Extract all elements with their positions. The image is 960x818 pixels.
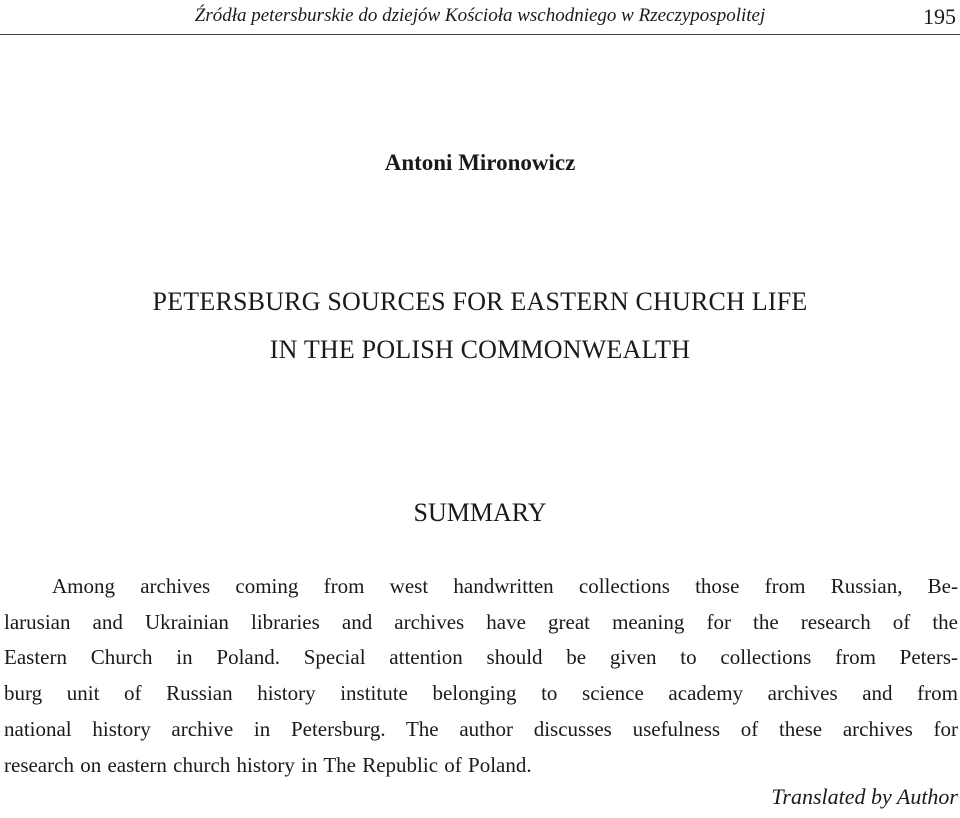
article-title-line-2: IN THE POLISH COMMONWEALTH: [269, 335, 691, 364]
summary-heading: SUMMARY: [413, 498, 547, 527]
summary-line: national history archive in Petersburg. The author discusses usefulness of these archives for: [4, 716, 958, 741]
summary-line: research on eastern church history in The Republic of Poland.: [4, 752, 532, 777]
summary-line: burg unit of Russian history institute belonging to science academy archives and from: [4, 681, 958, 706]
summary-line: larusian and Ukrainian libraries and archives have great meaning for the research of the: [4, 609, 958, 634]
summary-paragraph: [4, 569, 958, 783]
article-author: Antoni Mironowicz: [384, 150, 576, 175]
running-header: [0, 0, 960, 35]
summary-line: Eastern Church in Poland. Special attention should be given to collections from Peters-: [4, 645, 958, 670]
running-title: Źródła petersburskie do dziejów Kościoła wschodniego w Rzeczypospolitej: [194, 5, 766, 26]
summary-line: Among archives coming from west handwritten collections those from Russian, Be-: [52, 574, 958, 598]
page-number: 195: [923, 4, 956, 29]
article-title-line-1: PETERSBURG SOURCES FOR EASTERN CHURCH LIFE: [152, 287, 808, 316]
translator-credit: Translated by Author: [771, 784, 958, 809]
